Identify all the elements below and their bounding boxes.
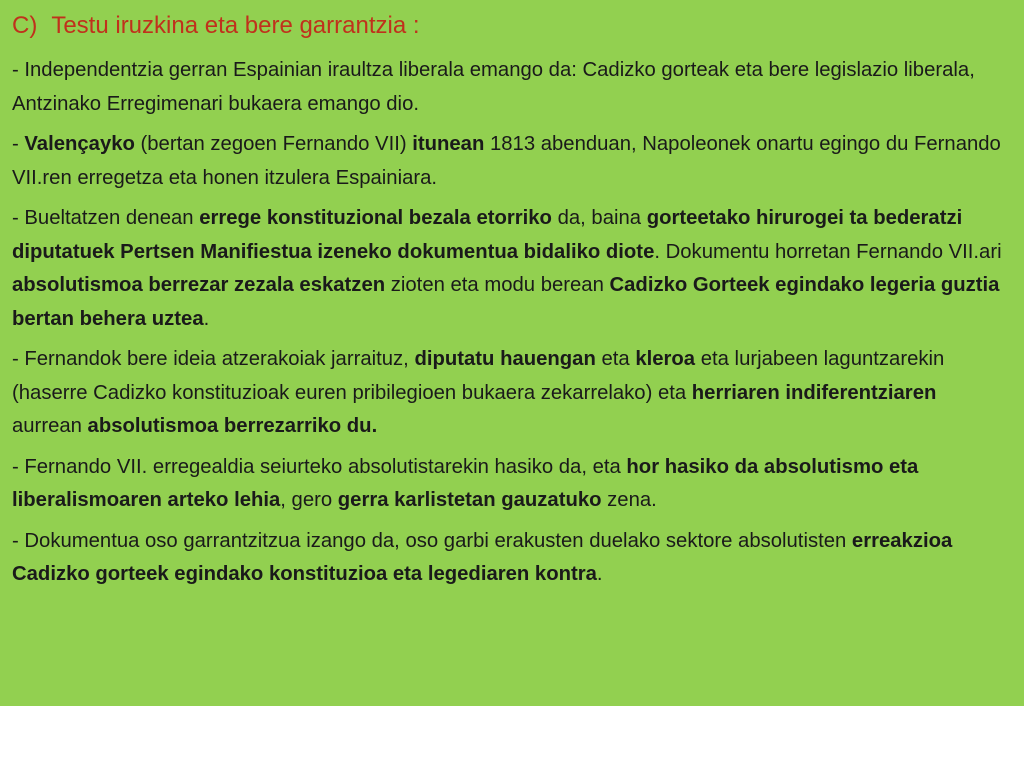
bullet-paragraph (12, 202, 1010, 336)
bullet-paragraph (12, 451, 1010, 518)
text-run: da, baina (551, 207, 647, 229)
bold-text-run: Cadizko Gorteek egindako legeria guztia bertan behera uztea (12, 274, 1000, 330)
bold-text-run: erreakzioa Cadizko gorteek egindako konstituzioa eta legediaren kontra (12, 529, 953, 585)
bullet-paragraph (12, 343, 1010, 444)
bold-text-run: herriaren indiferentziaren (691, 381, 937, 404)
text-run: - Bueltatzen denean (12, 207, 200, 229)
text-run: eta lurjabeen laguntzarekin (haserre Cadizko konstituzioak euren pribilegioen bukaera zekarrelako) eta (12, 348, 945, 404)
bullet-paragraph (12, 128, 1010, 195)
bold-text-run: kleroa (635, 348, 696, 370)
bold-text-run: absolutismoa berrezarriko du. (87, 415, 378, 437)
section-letter: C) (12, 12, 38, 39)
text-run: - (12, 133, 25, 155)
text-run: . Dokumentu horretan Fernando VII.ari (654, 240, 1002, 263)
bold-text-run: Valençayko (24, 133, 135, 155)
text-run: aurrean (12, 415, 88, 437)
heading-colon: : (406, 12, 420, 39)
text-run: zena. (601, 489, 657, 511)
heading-title: Testu iruzkina eta bere garrantzia (51, 12, 407, 39)
bullet-paragraph (12, 54, 1010, 121)
bold-text-run: hor hasiko da absolutismo eta liberalismoaren arteko lehia (12, 455, 919, 511)
text-run: - Fernando VII. erregealdia seiurteko absolutistarekin hasiko da, eta (12, 455, 627, 478)
text-run: . (203, 307, 210, 330)
text-run: - Dokumentua oso garrantzitzua izango da, oso garbi erakusten duelako sektore absolutisten (12, 529, 852, 552)
text-run: . (596, 563, 603, 585)
text-run: (bertan zegoen Fernando VII) (134, 133, 413, 155)
text-run: 1813 abenduan, Napoleonek onartu egingo du Fernando VII.ren erregetza eta honen itzulera Espainiara. (12, 133, 1001, 189)
bullet-paragraph (12, 525, 1010, 592)
text-run: , gero (280, 489, 338, 511)
text-run: zioten eta modu berean (385, 274, 610, 296)
paragraph-list (12, 54, 1010, 592)
bold-text-run: errege konstituzional bezala etorriko (199, 207, 552, 229)
bold-text-run: diputatu hauengan (414, 348, 596, 370)
slide-heading (12, 10, 1010, 42)
text-run: - Independentzia gerran Espainian iraultza liberala emango da: Cadizko gorteak eta bere legislazio liberala, Antzinako Erregimenari bukaera emango dio. (12, 59, 975, 115)
text-run: - Fernandok bere ideia atzerakoiak jarraituz, (12, 348, 415, 370)
bold-text-run: gorteetako hirurogei ta bederatzi diputatuek Pertsen Manifiestua izeneko dokumentua bidaliko diote (12, 207, 963, 263)
bold-text-run: gerra karlistetan gauzatuko (337, 489, 602, 511)
bold-text-run: itunean (412, 133, 485, 155)
text-run: eta (595, 348, 636, 370)
bold-text-run: absolutismoa berrezar zezala eskatzen (12, 274, 386, 296)
